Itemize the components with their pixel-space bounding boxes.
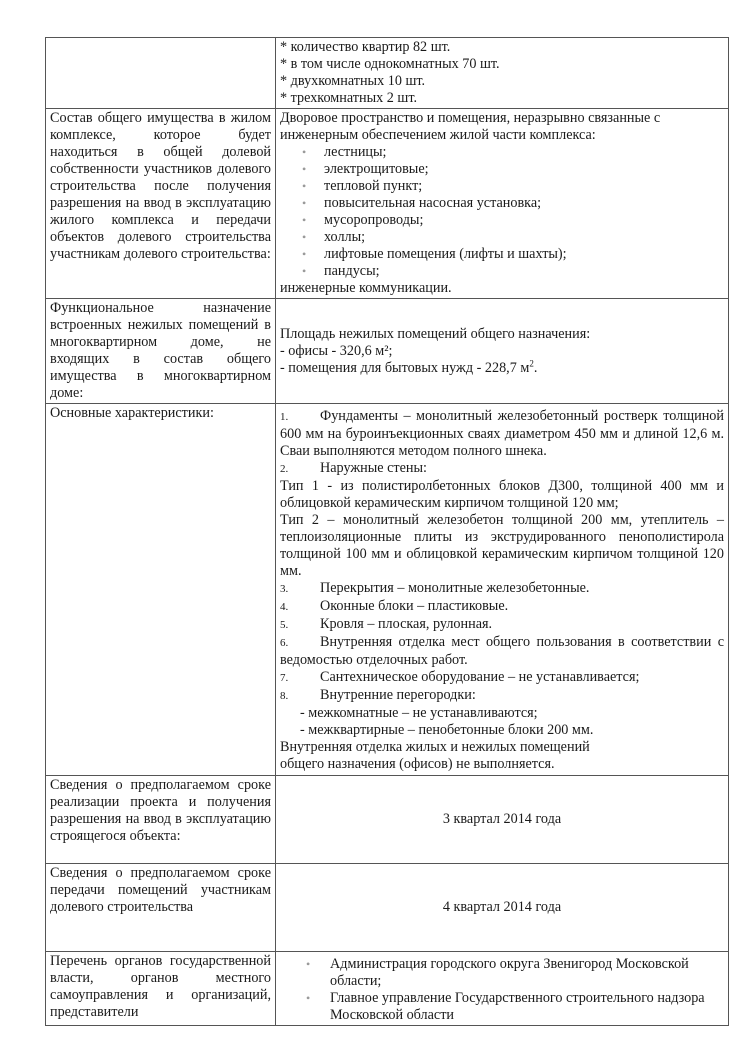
label-cell: Сведения о предполагаемом сроке реализации проекта и получения разрешения на ввод в эксплуатацию строящегося объекта: <box>46 776 276 864</box>
wall-type-1: Тип 1 - из полистиролбетонных блоков Д300, толщиной 400 мм и облицовкой керамическим кирпичом толщиной 120 мм; <box>280 478 724 511</box>
label-cell: Функциональное назначение встроенных нежилых помещений в многоквартирном доме, не входящих в состав общего имущества в многоквартирном доме: <box>46 299 276 404</box>
item-number: 6. <box>280 637 289 649</box>
item-text: Кровля – плоская, рулонная. <box>320 616 493 632</box>
item-number: 1. <box>280 411 289 423</box>
finish-note: Внутренняя отделка жилых и нежилых помещений <box>280 739 590 755</box>
item-text: Внутренняя отделка мест общего пользования в соответствии с ведомостью отделочных работ. <box>280 634 724 668</box>
list-item: • пандусы; <box>280 263 724 280</box>
value-cell <box>276 109 729 299</box>
transfer-value: 4 квартал 2014 года <box>276 864 729 952</box>
item-text: Фундаменты – монолитный железобетонный ростверк толщиной 600 мм на буроинъекционных сваях диаметром 450 мм и длиной 12,6 м. Сваи выполняются методом полного шнека. <box>280 408 724 459</box>
common-property-list <box>280 144 724 280</box>
item-number: 2. <box>280 463 289 475</box>
document-table <box>45 37 729 1026</box>
table-row-common-property <box>46 109 729 299</box>
label-cell: Сведения о предполагаемом сроке передачи помещений участникам долевого строительства <box>46 864 276 952</box>
table-row-authorities <box>46 952 729 1026</box>
apartment-line: * количество квартир 82 шт. <box>280 39 451 55</box>
list-item: • холлы; <box>280 229 724 246</box>
authorities-list <box>280 956 724 1024</box>
item-number: 3. <box>280 583 289 595</box>
list-item: • электрощитовые; <box>280 161 724 178</box>
list-item <box>280 616 724 634</box>
intro-text: Дворовое пространство и помещения, неразрывно связанные с инженерным обеспечением жилой части комплекса: <box>280 110 661 143</box>
apartment-line: * в том числе однокомнатных 70 шт. <box>280 56 500 72</box>
item-number: 7. <box>280 672 289 684</box>
item-text: Наружные стены: <box>320 460 427 476</box>
finish-note: общего назначения (офисов) не выполняется. <box>280 756 555 772</box>
list-item <box>280 687 724 705</box>
list-item: • Администрация городского округа Звенигород Московской области; <box>280 956 724 990</box>
value-cell <box>276 38 729 109</box>
list-item: • повысительная насосная установка; <box>280 195 724 212</box>
value-cell <box>276 404 729 776</box>
item-text: Оконные блоки – пластиковые. <box>320 598 509 614</box>
list-item <box>280 408 724 460</box>
label-cell: Основные характеристики: <box>46 404 276 776</box>
list-item <box>280 669 724 687</box>
superscript: 2 <box>529 357 534 368</box>
outro-text: инженерные коммуникации. <box>280 280 452 296</box>
partition-line: - межкомнатные – не устанавливаются; <box>300 705 538 721</box>
list-item: • тепловой пункт; <box>280 178 724 195</box>
list-item: • мусоропроводы; <box>280 212 724 229</box>
item-text: Внутренние перегородки: <box>320 687 476 703</box>
household-line <box>280 357 724 377</box>
list-item <box>280 460 724 478</box>
list-item <box>280 580 724 598</box>
table-row-transfer <box>46 864 729 952</box>
table-row-characteristics <box>46 404 729 776</box>
value-cell <box>276 299 729 404</box>
item-text: Сантехническое оборудование – не устанавливается; <box>320 669 640 685</box>
table-row-completion <box>46 776 729 864</box>
item-number: 4. <box>280 601 289 613</box>
list-item: • лифтовые помещения (лифты и шахты); <box>280 246 724 263</box>
partition-line: - межквартирные – пенобетонные блоки 200 мм. <box>300 722 594 738</box>
period: . <box>533 359 538 376</box>
value-cell <box>276 952 729 1026</box>
wall-type-2: Тип 2 – монолитный железобетон толщиной 200 мм, утеплитель – теплоизоляционные плиты из экструдированного пенополистирола толщиной 100 мм и облицовкой керамическим кирпичом толщиной 120 мм. <box>280 512 724 579</box>
household-text: - помещения для бытовых нужд - 228,7 м <box>280 359 530 376</box>
apartment-line: * трехкомнатных 2 шт. <box>280 90 418 106</box>
label-cell: Состав общего имущества в жилом комплексе, которое будет находиться в общей долевой собственности участников долевого строительства после получения разрешения на ввод в эксплуатацию жилого комплекса и передачи объектов долевого строительства участникам долевого строительства: <box>46 109 276 299</box>
item-number: 8. <box>280 690 289 702</box>
apartment-line: * двухкомнатных 10 шт. <box>280 73 426 89</box>
label-cell <box>46 38 276 109</box>
label-cell: Перечень органов государственной власти, органов местного самоуправления и организаций, представители <box>46 952 276 1026</box>
table-row-non-residential <box>46 299 729 404</box>
offices-line: - офисы - 320,6 м²; <box>280 342 393 359</box>
list-item <box>280 634 724 669</box>
list-item: • лестницы; <box>280 144 724 161</box>
list-item <box>280 598 724 616</box>
item-text: Перекрытия – монолитные железобетонные. <box>320 580 590 596</box>
completion-value: 3 квартал 2014 года <box>276 776 729 864</box>
table-row-apartments <box>46 38 729 109</box>
item-number: 5. <box>280 619 289 631</box>
intro-text: Площадь нежилых помещений общего назначения: <box>280 325 591 342</box>
list-item: • Главное управление Государственного строительного надзора Московской области <box>280 990 724 1024</box>
